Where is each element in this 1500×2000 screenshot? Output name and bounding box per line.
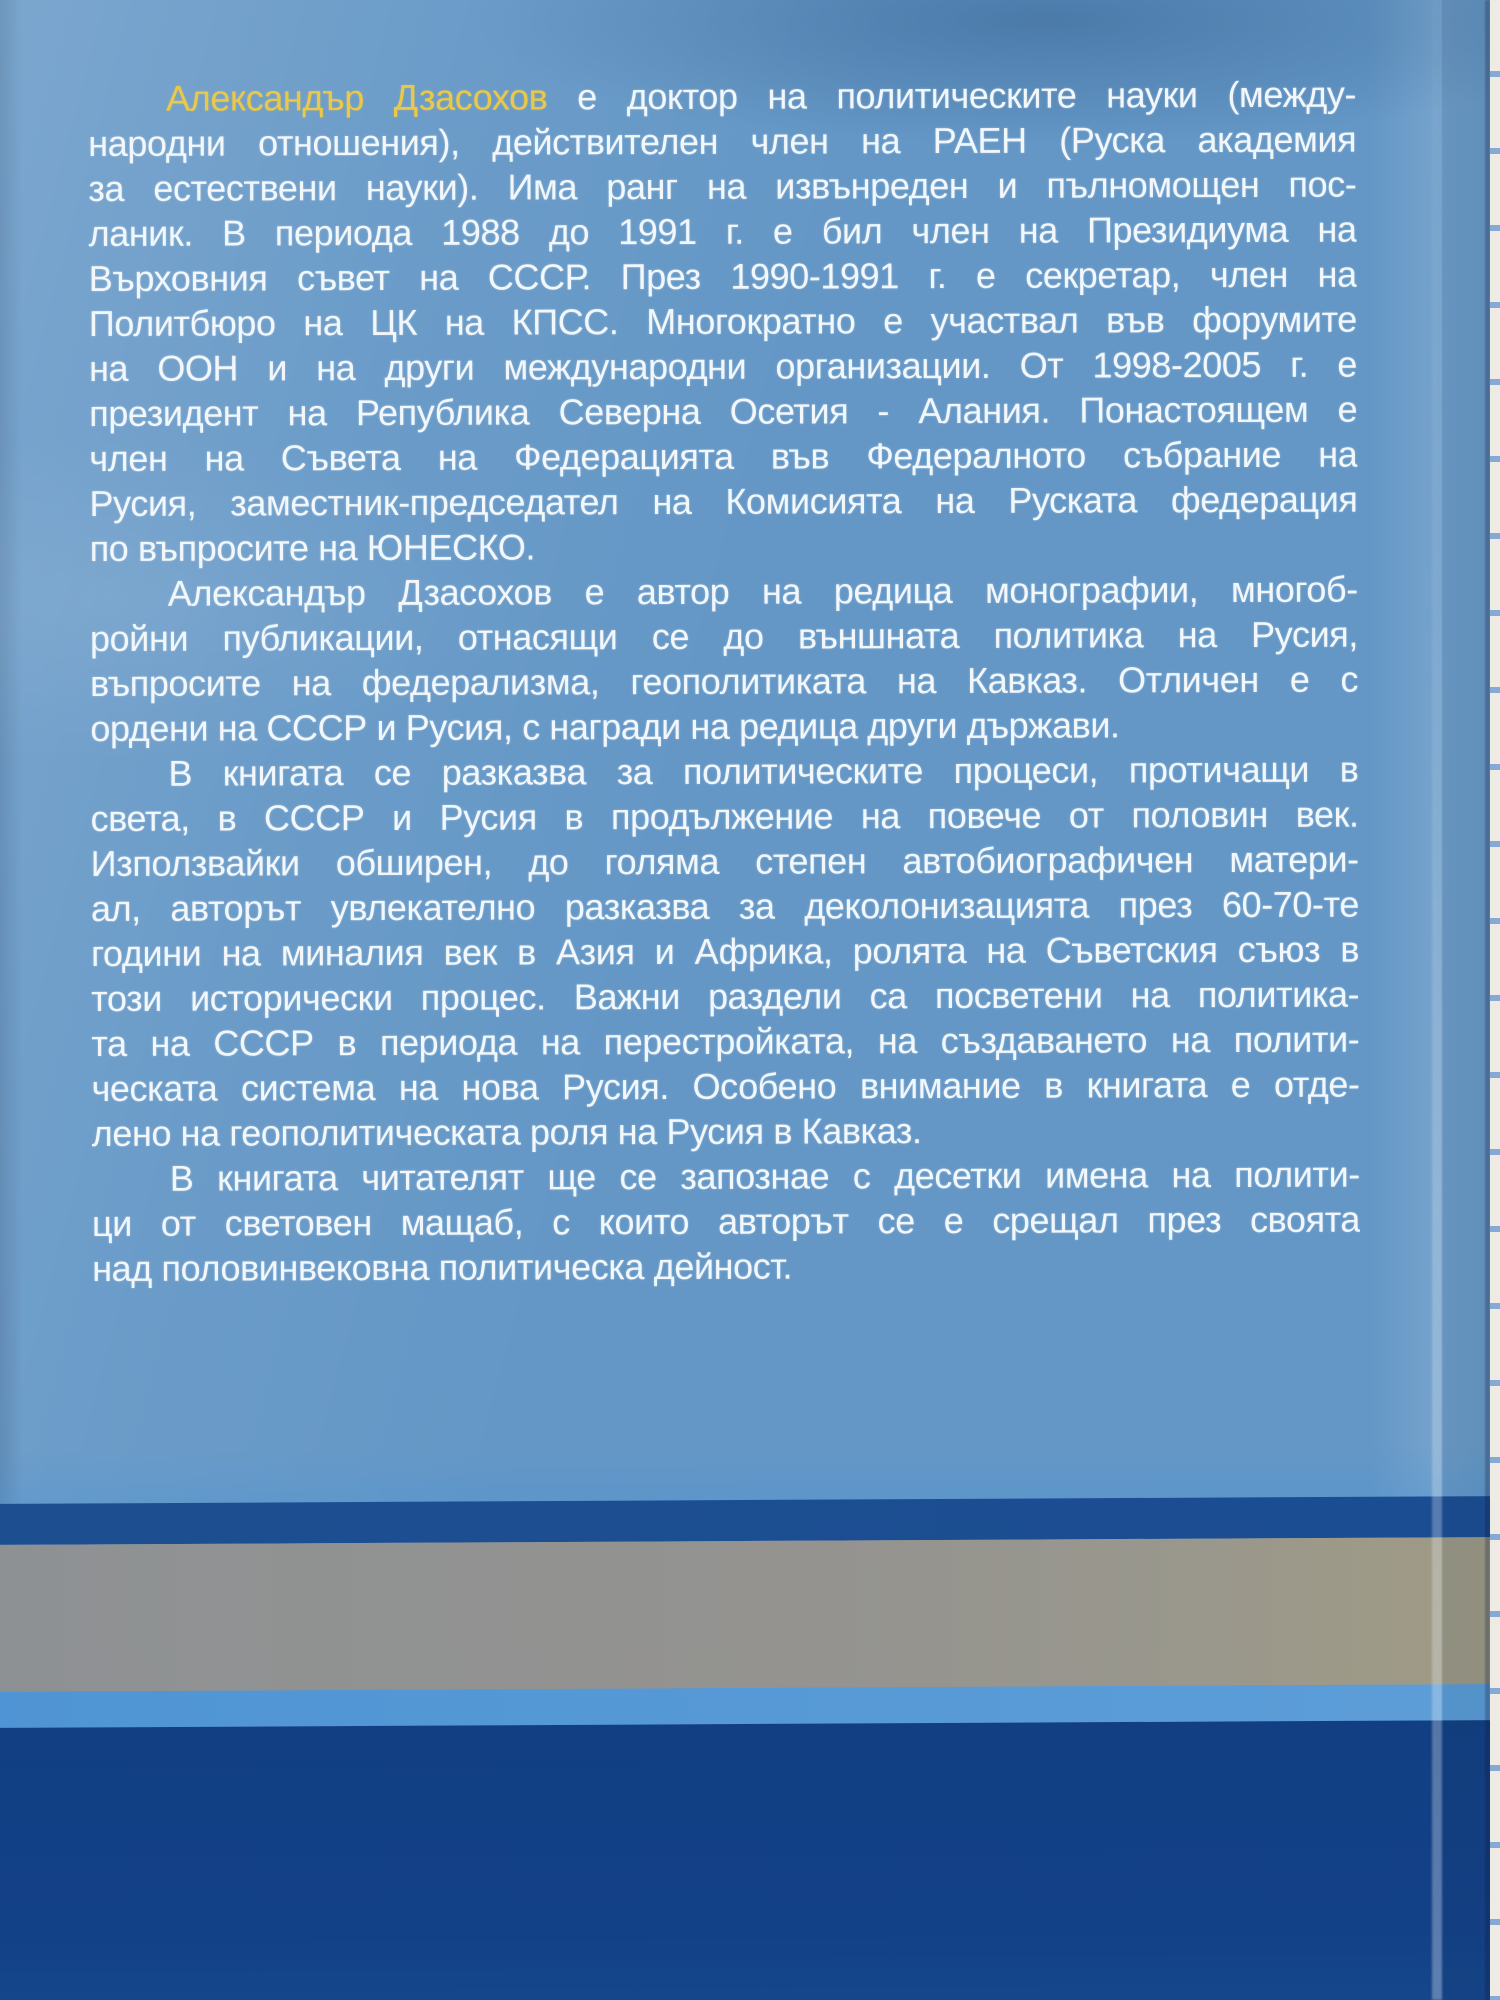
text-line: на ООН и на други международни организации. От 1998-2005 г. е xyxy=(88,343,1358,389)
text-line: член на Съвета на Федерацията във Федералното събрание на xyxy=(89,433,1358,479)
text-line: Използвайки обширен, до голяма степен автобиографичен матери- xyxy=(90,838,1359,884)
stripe-bottom-navy-band xyxy=(0,1720,1500,2000)
text-line: за естествени науки). Има ранг на извънреден и пълномощен пос- xyxy=(88,163,1357,209)
paragraph-biography-2 xyxy=(90,567,1359,751)
text-line: Русия, заместник-председател на Комисията на Руската федерация xyxy=(89,478,1358,524)
text-line: ордени на СССР и Русия, с награди на редица други държави. xyxy=(90,704,1120,749)
stripe-transition-band xyxy=(0,1444,1500,1504)
text-line: години на миналия век в Азия и Африка, ролята на Съветския съюз в xyxy=(90,928,1360,974)
text-line: В книгата читателят ще се запознае с десетки имена на полити- xyxy=(169,1153,1360,1199)
paragraph-book-summary-2 xyxy=(92,1152,1360,1291)
text-line: ци от световен мащаб, с които авторът се е срещал през своята xyxy=(91,1198,1361,1244)
text-line: президент на Република Северна Осетия - Алания. Понастоящем е xyxy=(89,388,1358,434)
cover-edge-shading xyxy=(1442,0,1485,2000)
text-line: В книгата се разказва за политическите процеси, протичащи в xyxy=(168,748,1359,794)
text-line: ланик. В периода 1988 до 1991 г. е бил член на Президиума на xyxy=(88,208,1357,254)
author-name-highlight: Александър Дзасохов xyxy=(166,76,548,119)
text-line: ческата система на нова Русия. Особено внимание в книгата е отде- xyxy=(91,1063,1360,1109)
cover-crease xyxy=(1432,0,1442,2000)
text-line: Върховния съвет на СССР. През 1990-1991 г. е секретар, член на xyxy=(88,253,1357,299)
text-line-rest: е доктор на политическите науки (между- xyxy=(547,73,1357,118)
text-line: този исторически процес. Важни раздели са посветени на политика- xyxy=(91,973,1360,1019)
text-line: Александър Дзасохов е автор на редица монографии, многоб- xyxy=(167,568,1358,614)
annotation-text xyxy=(88,72,1360,1291)
bottom-stripes xyxy=(0,1444,1500,2000)
text-line: над половинвековна политическа дейност. xyxy=(92,1245,793,1289)
paragraph-book-summary-1 xyxy=(90,747,1359,1156)
text-line: по въпросите на ЮНЕСКО. xyxy=(89,526,536,569)
text-line: ройни публикации, отнасящи се до външната политика на Русия, xyxy=(89,613,1359,659)
text-line: ал, авторът увлекателно разказва за деколонизацията през 60-70-те xyxy=(90,883,1359,929)
paragraph-biography-1 xyxy=(88,72,1358,571)
text-line: Политбюро на ЦК на КПСС. Многократно е участвал във форумите xyxy=(88,298,1357,344)
text-line xyxy=(88,72,1356,121)
text-line: та на СССР в периода на перестройката, на създаването на полити- xyxy=(91,1018,1360,1064)
text-line: лено на геополитическата роля на Русия в Кавказ. xyxy=(91,1110,922,1154)
text-line: народни отношения), действителен член на РАЕН (Руска академия xyxy=(88,118,1357,164)
stripe-gray-band xyxy=(0,1537,1500,1692)
text-line: въпросите на федерализма, геополитиката на Кавказ. Отличен е с xyxy=(90,658,1359,704)
text-line: света, в СССР и Русия в продължение на повече от половин век. xyxy=(90,793,1359,839)
notebook-paper-edge xyxy=(1490,0,1500,2000)
